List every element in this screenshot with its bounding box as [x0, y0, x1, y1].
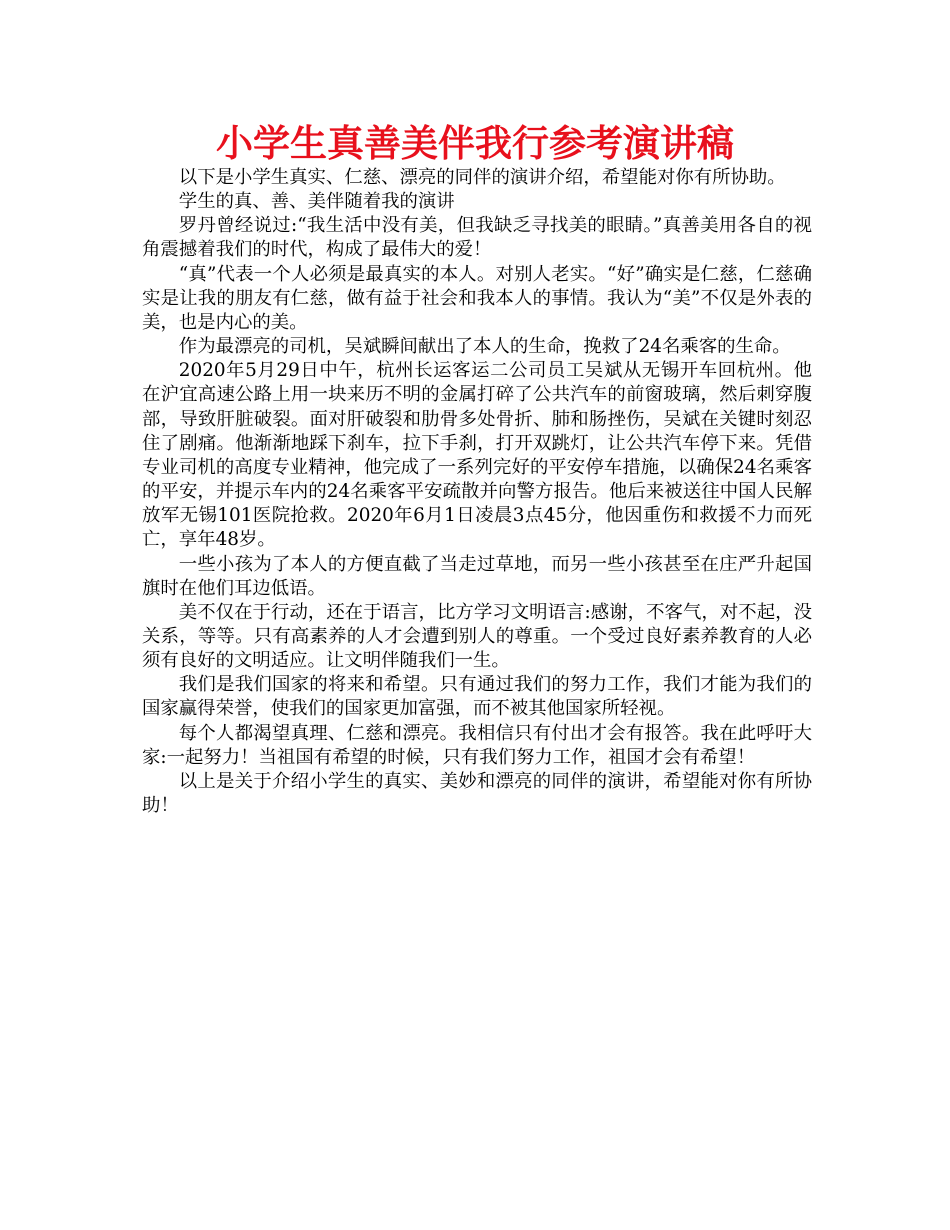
paragraph-intro: 以下是小学生真实、仁慈、漂亮的同伴的演讲介绍，希望能对你有所协助。	[178, 167, 786, 188]
paragraph-call-to-action: 每个人都渴望真理、仁慈和漂亮。我相信只有付出才会有报答。我在此呼吁大家:一起努力！当祖国有希望的时候，只有我们努力工作，祖国才会有希望！	[142, 722, 812, 768]
paragraph-wu-bin-story: 2020年5月29日中午，杭州长运客运二公司员工吴斌从无锡开车回杭州。他在沪宜高速公路上用一块来历不明的金属打碎了公共汽车的前窗玻璃，然后刺穿腹部，导致肝脏破裂。面对肝破裂和肋骨多处骨折、肺和肠挫伤，吴斌在关键时刻忍住了剧痛。他渐渐地踩下刹车，拉下手刹，打开双跳灯，让公共汽车停下来。凭借专业司机的高度专业精神，他完成了一系列完好的平安停车措施，以确保24名乘客的平安，并提示车内的24名乘客平安疏散并向警方报告。他后来被送往中国人民解放军无锡101医院抢救。2020年6月1日凌晨3点45分，他因重伤和救援不力而死亡，享年48岁。	[142, 360, 812, 551]
document-body	[142, 166, 812, 818]
paragraph-civil-language: 美不仅在于行动，还在于语言，比方学习文明语言:感谢，不客气，对不起，没关系，等等。只有高素养的人才会遭到别人的尊重。一个受过良好素养教育的人必须有良好的文明适应。让文明伴随我们一生。	[142, 601, 812, 672]
paragraph-conclusion: 以上是关于介绍小学生的真实、美妙和漂亮的同伴的演讲，希望能对你有所协助！	[142, 770, 812, 817]
paragraph-truth-goodness-beauty: “真”代表一个人必须是最真实的本人。对别人老实。“好”确实是仁慈，仁慈确实是让我的朋友有仁慈，做有益于社会和我本人的事情。我认为“美”不仅是外表的美，也是内心的美。	[142, 263, 812, 333]
paragraph-subtitle: 学生的真、善、美伴随着我的演讲	[178, 191, 455, 213]
paragraph-future-hope: 我们是我们国家的将来和希望。只有通过我们的努力工作，我们才能为我们的国家赢得荣誉，使我们的国家更加富强，而不被其他国家所轻视。	[142, 674, 812, 720]
document-title: 小学生真善美伴我行参考演讲稿	[216, 122, 734, 165]
paragraph-rodin-quote: 罗丹曾经说过:“我生活中没有美，但我缺乏寻找美的眼睛。”真善美用各自的视角震撼着我们的时代，构成了最伟大的爱！	[142, 215, 812, 261]
paragraph-children-behavior: 一些小孩为了本人的方便直截了当走过草地，而另一些小孩甚至在庄严升起国旗时在他们耳边低语。	[142, 553, 812, 599]
paragraph-driver-intro: 作为最漂亮的司机，吴斌瞬间献出了本人的生命，挽救了24名乘客的生命。	[178, 336, 791, 358]
